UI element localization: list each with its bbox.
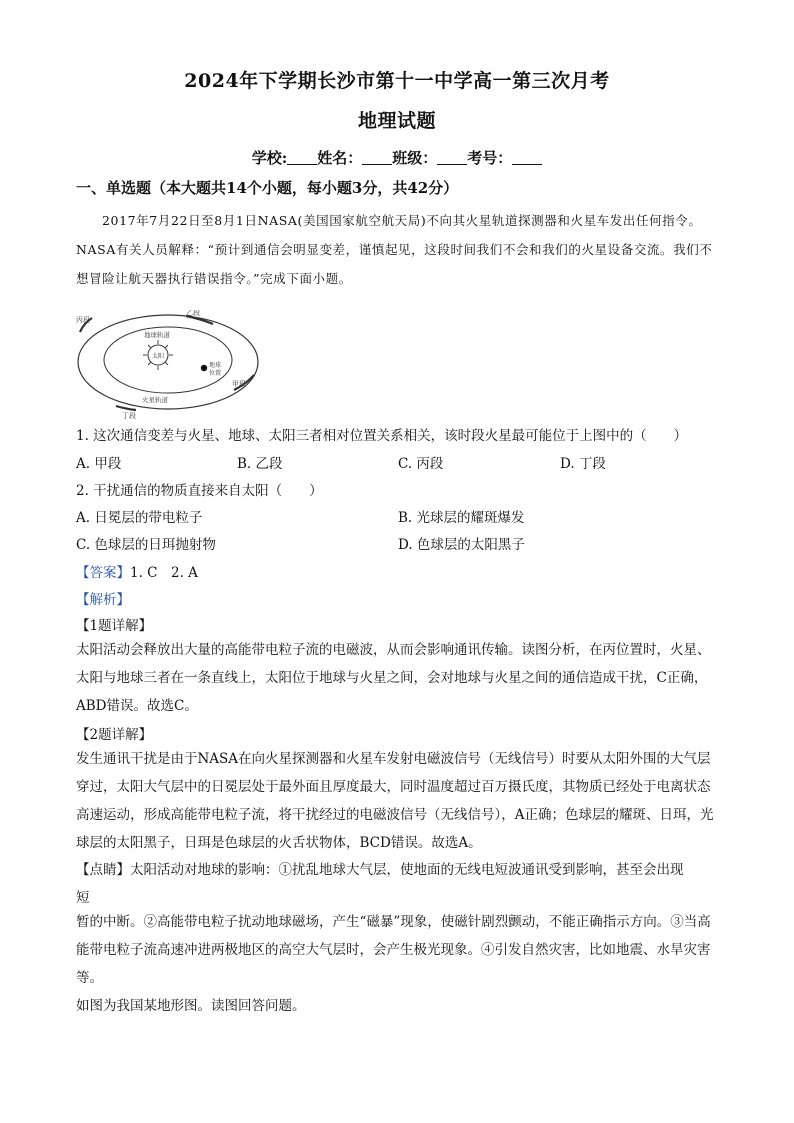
- answer-line: [76, 561, 198, 581]
- exam-title: 2024年下学期长沙市第十一中学高一第三次月考: [184, 70, 610, 92]
- number-label: 考号：: [467, 149, 513, 167]
- q1-option-d: D. 丁段: [560, 456, 606, 472]
- mars-orbit-label: 火星轨道: [142, 396, 168, 404]
- tip-label: 【点睛】: [76, 862, 130, 878]
- segment-ding-mark: [116, 406, 136, 410]
- question-1-stem: 1. 这次通信变差与火星、地球、太阳三者相对位置关系相关，该时段火星最可能位于上图中的（ ）: [76, 428, 688, 444]
- name-blank: [362, 150, 392, 165]
- q1-option-b: B. 乙段: [237, 456, 283, 472]
- q2-option-c: C. 色球层的日珥抛射物: [76, 537, 216, 553]
- q2-option-b: B. 光球层的耀斑爆发: [398, 510, 525, 526]
- tip-line-1: [76, 858, 684, 878]
- school-label: 学校:: [251, 149, 288, 167]
- question-2-stem: 2. 干扰通信的物质直接来自太阳（ ）: [76, 483, 323, 499]
- earth-dot: [201, 365, 207, 371]
- next-question-intro: 如图为我国某地形图。读图回答问题。: [76, 998, 306, 1014]
- class-blank: [437, 150, 467, 165]
- name-label: 姓名：: [317, 149, 363, 167]
- detail-1-text: 太阳活动会释放出大量的高能带电粒子流的电磁波，从而会影响通讯传输。读图分析，在丙位置时，火星、太阳与地球三者在一条直线上，太阳位于地球与火星之间，会对地球与火星之间的通信造成干扰，C正确，ABD错误。故选C。: [76, 642, 711, 714]
- detail-2-label: 【2题详解】: [76, 727, 153, 743]
- class-label: 班级：: [392, 149, 438, 167]
- segment-ding-label: 丁段: [122, 412, 136, 420]
- segment-bing-label: 丙段: [76, 316, 90, 324]
- number-blank: [512, 150, 542, 165]
- answer-label: 【答案】: [76, 565, 130, 581]
- q1-option-a: A. 甲段: [76, 456, 122, 472]
- earth-position-label-1: 地球: [209, 362, 222, 369]
- earth-orbit-label: 地球轨道: [144, 331, 170, 339]
- sun-label: 太阳: [151, 353, 165, 360]
- detail-1-label: 【1题详解】: [76, 618, 153, 634]
- mars-orbit-ellipse: [78, 315, 258, 409]
- segment-yi-label: 乙段: [186, 310, 200, 317]
- q2-option-d: D. 色球层的太阳黑子: [398, 537, 525, 553]
- tip-text-1: 太阳活动对地球的影响：①扰乱地球大气层，使地面的无线电短波通讯受到影响，甚至会出现: [130, 862, 684, 878]
- q1-option-c: C. 丙段: [398, 456, 444, 472]
- student-info-line: [0, 147, 794, 168]
- orbit-diagram: [76, 310, 276, 420]
- tip-text-2: 暂的中断。②高能带电粒子扰动地球磁场，产生“磁暴”现象，使磁针剧烈颤动，不能正确指示方向。③当高能带电粒子流高速冲进两极地区的高空大气层时，会产生极光现象。④引发自然灾害，比如地震、水旱灾害等。: [76, 914, 711, 986]
- subject-title: 地理试题: [357, 110, 436, 132]
- school-blank: [287, 150, 317, 165]
- detail-2-text: 发生通讯干扰是由于NASA在向火星探测器和火星车发射电磁波信号（无线信号）时要从太阳外围的大气层穿过，太阳大气层中的日冕层处于最外面且厚度最大，同时温度超过百万摄氏度，其物质已经处于电离状态高速运动，形成高能带电粒子流，将干扰经过的电磁波信号（无线信号），A正确；色球层的耀斑、日珥，光球层的太阳黑子，日珥是色球层的火舌状物体，BCD错误。故选A。: [76, 751, 714, 851]
- analysis-label: 【解析】: [76, 592, 130, 608]
- section-heading: 一、单选题（本大题共14个小题，每小题3分，共42分）: [76, 179, 459, 197]
- q2-option-a: A. 日冕层的带电粒子: [76, 510, 203, 526]
- tip-line-2: 短: [76, 890, 90, 906]
- earth-position-label-2: 位置: [209, 370, 222, 377]
- segment-jia-label: 甲段: [232, 380, 246, 388]
- intro-paragraph: 2017年7月22日至8月1日NASA(美国国家航空航天局)不向其火星轨道探测器和火星车发出任何指令。NASA有关人员解释：“预计到通信会明显变差，谨慎起见，这段时间我们不会和我们的火星设备交流。我们不想冒险让航天器执行错误指令。”完成下面小题。: [76, 213, 713, 286]
- answer-text: 1. C 2. A: [130, 565, 198, 581]
